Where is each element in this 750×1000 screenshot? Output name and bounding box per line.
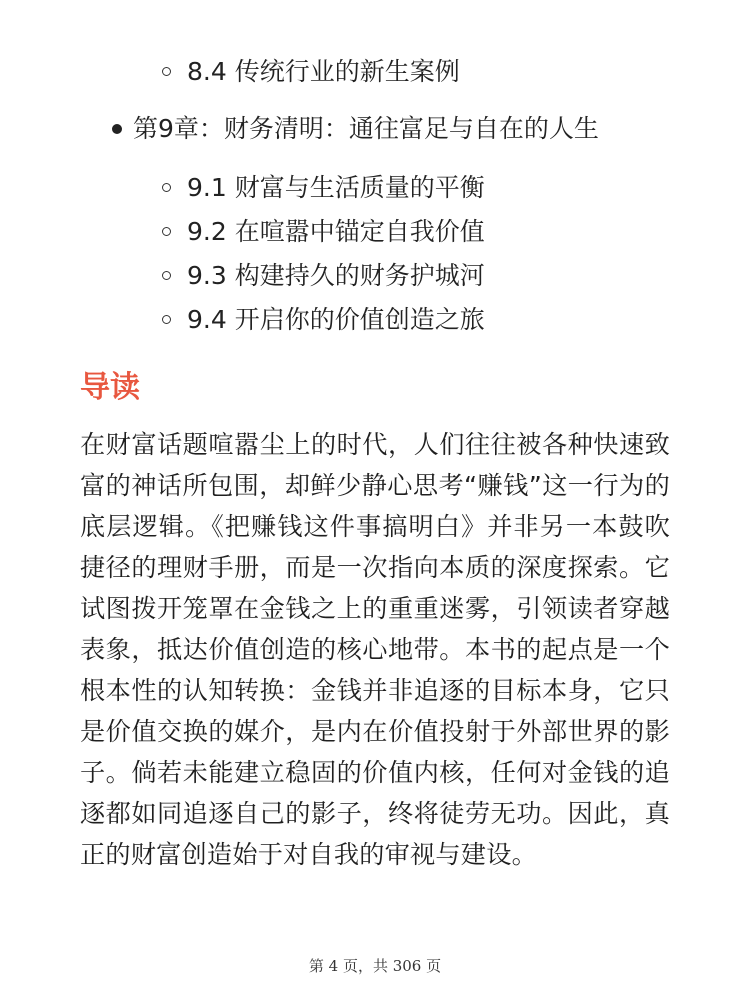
- toc-item-8-4[interactable]: 8.4 传统行业的新生案例: [187, 57, 460, 86]
- toc-item-9-4[interactable]: 9.4 开启你的价值创造之旅: [187, 305, 485, 334]
- circle-bullet-icon: [162, 67, 171, 76]
- circle-bullet-icon: [162, 183, 171, 192]
- toc-item-9-1[interactable]: 9.1 财富与生活质量的平衡: [187, 173, 485, 202]
- page-indicator: 第 4 页，共 306 页: [308, 957, 442, 975]
- toc-item-9-2[interactable]: 9.2 在喧嚣中锚定自我价值: [187, 217, 485, 246]
- intro-paragraph: 在财富话题喧嚣尘上的时代，人们往往被各种快速致富的神话所包围，却鲜少静心思考“赚钱”这一行为的底层逻辑。《把赚钱这件事搞明白》并非另一本鼓吹捷径的理财手册，而是一次指向本质的深度探索。它试图拨开笼罩在金钱之上的重重迷雾，引领读者穿越表象，抵达价值创造的核心地带。本书的起点是一个根本性的认知转换：金钱并非追逐的目标本身，它只是价值交换的媒介，是内在价值投射于外部世界的影子。倘若未能建立稳固的价值内核，任何对金钱的追逐都如同追逐自己的影子，终将徒劳无功。因此，真正的财富创造始于对自我的审视与建设。: [80, 430, 670, 869]
- circle-bullet-icon: [162, 271, 171, 280]
- circle-bullet-icon: [162, 227, 171, 236]
- disc-bullet-icon: [112, 124, 122, 134]
- circle-bullet-icon: [162, 315, 171, 324]
- toc-item-9-3[interactable]: 9.3 构建持久的财务护城河: [187, 261, 485, 290]
- section-heading: 导读: [80, 370, 140, 405]
- toc-chapter-9[interactable]: 第9章：财务清明：通往富足与自在的人生: [133, 114, 599, 143]
